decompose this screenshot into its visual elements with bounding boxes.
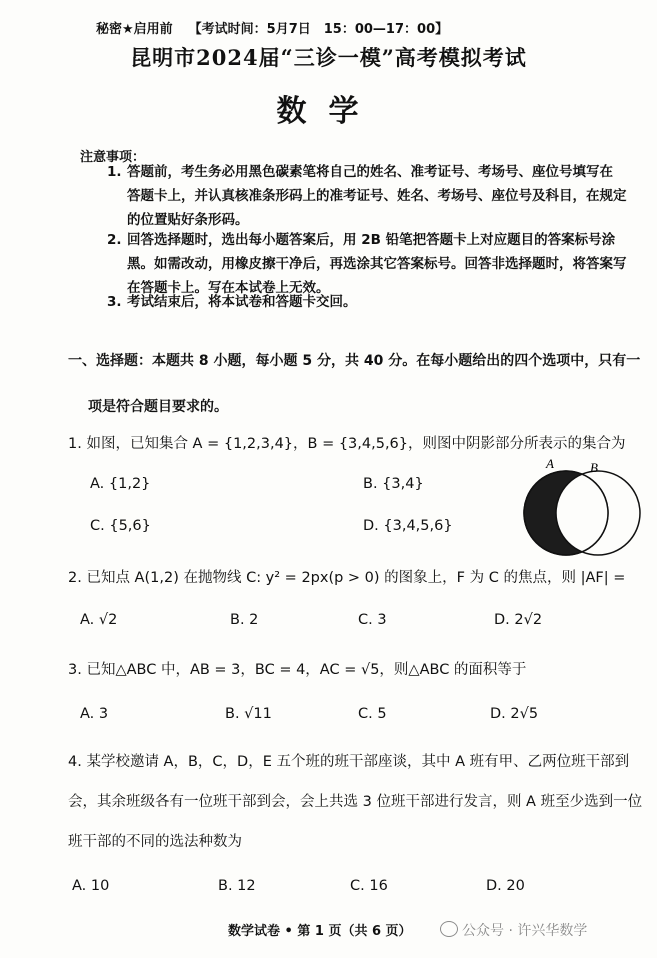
notice-num: 1. — [107, 164, 122, 180]
exam-time: 【考试时间：5月7日 15：00—17：00】 — [188, 22, 449, 37]
q4-option-c: C. 16 — [350, 878, 388, 894]
watermark-text: 公众号 · 许兴华数学 — [462, 923, 588, 939]
notice-text: 考试结束后，将本试卷和答题卡交回。 — [127, 294, 357, 310]
notice-text: 答题前，考生务必用黑色碳素笔将自己的姓名、准考证号、考场号、座位号填写在 — [127, 164, 613, 180]
exam-meta — [96, 18, 448, 37]
q2-option-d: D. 2√2 — [494, 612, 543, 628]
question-3-stem: 3. 已知△ABC 中，AB = 3，BC = 4，AC = √5，则△ABC 的面积等于 — [68, 662, 527, 678]
page-footer: 数学试卷 • 第 1 页（共 6 页） — [228, 924, 412, 939]
exam-title: 昆明市2024届“三诊一模”高考模拟考试 — [130, 45, 527, 70]
notice-heading: 注意事项： — [80, 150, 146, 165]
q3-option-d: D. 2√5 — [490, 706, 539, 722]
venn-diagram — [520, 455, 646, 565]
wechat-icon — [440, 921, 458, 937]
question-2-stem: 2. 已知点 A(1,2) 在抛物线 C: y² = 2px(p > 0) 的图象上，F 为 C 的焦点，则 |AF| = — [68, 570, 626, 586]
question-4-stem: 4. 某学校邀请 A，B，C，D，E 五个班的班干部座谈，其中 A 班有甲、乙两位班干部到会，其余班级各有一位班干部到会，会上共选 3 位班干部进行发言，则 A 班至少选到一位班干部的不同的选法种数为 — [68, 754, 643, 850]
watermark — [440, 920, 587, 940]
q2-option-b: B. 2 — [230, 612, 259, 628]
notice-item-1 — [107, 160, 635, 232]
q3-option-a: A. 3 — [80, 706, 109, 722]
q2-option-a: A. √2 — [80, 612, 118, 628]
q3-option-c: C. 5 — [358, 706, 387, 722]
secret-label: 秘密★启用前 — [96, 22, 173, 37]
q4-option-a: A. 10 — [72, 878, 110, 894]
question-1-stem: 1. 如图，已知集合 A = {1,2,3,4}，B = {3,4,5,6}，则图中阴影部分所表示的集合为 — [68, 436, 626, 452]
venn-label-b: B — [590, 460, 598, 475]
notice-text: 回答选择题时，选出每小题答案后，用 2B 铅笔把答题卡上对应题目的答案标号涂 — [127, 232, 616, 248]
notice-item-3 — [107, 290, 635, 314]
subject-title: 数学 — [276, 94, 381, 129]
q1-option-c: C. {5,6} — [90, 518, 151, 534]
q2-option-c: C. 3 — [358, 612, 387, 628]
notice-num: 3. — [107, 294, 122, 310]
q3-option-b: B. √11 — [225, 706, 272, 722]
notice-num: 2. — [107, 232, 122, 248]
section-heading: 一、选择题：本题共 8 小题，每小题 5 分，共 40 分。在每小题给出的四个选项中，只有一 — [68, 353, 641, 369]
notice-text-cont: 黑。如需改动，用橡皮擦干净后，再选涂其它答案标号。回答非选择题时，将答案写在答题卡上。写在本试卷上无效。 — [127, 256, 627, 296]
q4-option-d: D. 20 — [486, 878, 525, 894]
notice-text-cont: 答题卡上，并认真核准条形码上的准考证号、姓名、考场号、座位号及科目，在规定的位置贴好条形码。 — [127, 188, 627, 228]
section-heading-cont: 项是符合题目要求的。 — [88, 399, 228, 415]
q1-option-b: B. {3,4} — [363, 476, 424, 492]
q4-option-b: B. 12 — [218, 878, 256, 894]
venn-label-a: A — [546, 456, 554, 471]
q1-option-a: A. {1,2} — [90, 476, 151, 492]
q1-option-d: D. {3,4,5,6} — [363, 518, 453, 534]
